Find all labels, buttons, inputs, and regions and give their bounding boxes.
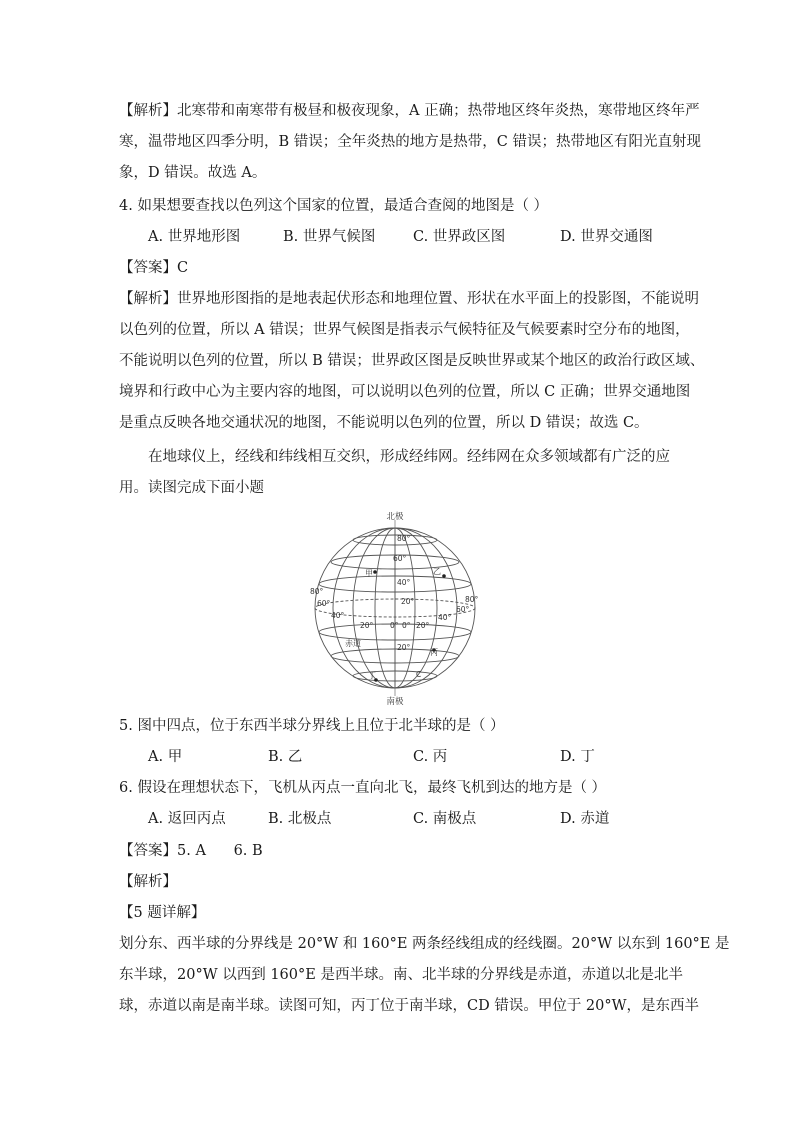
q4-option-c: C. 世界政区图 xyxy=(413,229,506,245)
q4-option-a: A. 世界地形图 xyxy=(148,229,241,245)
q4-analysis-line-2: 以色列的位置，所以 A 错误；世界气候图是指表示气候特征及气候要素时空分布的地图， xyxy=(119,322,690,338)
q4-analysis-line-4: 境界和行政中心为主要内容的地图，可以说明以色列的位置，所以 C 正确；世界交通地图 xyxy=(119,384,691,400)
q5-detail-line-2: 东半球，20°W 以西到 160°E 是西半球。南、北半球的分界线是赤道，赤道以北是北半 xyxy=(119,967,683,983)
point-bing-label: 丙 xyxy=(430,648,438,657)
q4-option-b: B. 世界气候图 xyxy=(283,229,376,245)
lon-20e-label: 20° xyxy=(416,621,430,630)
lat-20-bottom: 20° xyxy=(397,643,411,652)
lat-0: 0° xyxy=(402,621,411,630)
right-60-label: 60° xyxy=(456,605,470,614)
equator-label: 赤道 xyxy=(345,639,361,648)
q5-detail-line-3: 球，赤道以南是南半球。读图可知，丙丁位于南半球，CD 错误。甲位于 20°W，是东西半 xyxy=(119,998,700,1014)
point-c-label: C xyxy=(416,670,422,679)
q5-detail-line-1: 划分东、西半球的分界线是 20°W 和 160°E 两条经线组成的经线圈。20°W 以东到 160°E 是 xyxy=(119,936,730,952)
right-80-label: 80° xyxy=(465,595,479,604)
south-pole-label: 南极 xyxy=(386,697,404,705)
north-pole-label: 北极 xyxy=(386,512,404,522)
q3-analysis-line-3: 象，D 错误。故选 A。 xyxy=(119,165,267,181)
left-80-label: 80° xyxy=(310,587,324,596)
q4-analysis-line-3: 不能说明以色列的位置，所以 B 错误；世界政区图是反映世界或某个地区的政治行政区域、 xyxy=(119,353,705,369)
globe-figure xyxy=(305,510,485,705)
q5-stem: 5. 图中四点，位于东西半球分界线上且位于北半球的是（ ） xyxy=(119,718,505,734)
q4-analysis-line-5: 是重点反映各地交通状况的地图，不能说明以色列的位置，所以 D 错误；故选 C。 xyxy=(119,415,649,431)
right-40-label: 40° xyxy=(438,613,452,622)
q6-option-b: B. 北极点 xyxy=(268,811,332,827)
q5-option-b: B. 乙 xyxy=(268,749,303,765)
q5-option-c: C. 丙 xyxy=(413,749,448,765)
q6-stem: 6. 假设在理想状态下，飞机从丙点一直向北飞，最终飞机到达的地方是（ ） xyxy=(119,780,607,796)
q4-answer: 【答案】C xyxy=(119,260,189,276)
point-yi-label: 乙 xyxy=(433,567,441,576)
q4-option-d: D. 世界交通图 xyxy=(560,229,653,245)
q5-option-a: A. 甲 xyxy=(148,749,183,765)
analysis-label: 【解析】 xyxy=(119,874,177,890)
intro-line-2: 用。读图完成下面小题 xyxy=(119,480,264,496)
lat-20-top: 20° xyxy=(401,597,415,606)
q4-stem: 4. 如果想要查找以色列这个国家的位置，最适合查阅的地图是（ ） xyxy=(119,198,549,214)
lon-0-label: 0° xyxy=(390,621,399,630)
lon-20w-label: 20° xyxy=(360,621,374,630)
q6-option-c: C. 南极点 xyxy=(413,811,477,827)
lat-80-top: 80° xyxy=(397,534,411,543)
left-60-label: 60° xyxy=(317,599,331,608)
lat-60-top: 60° xyxy=(393,554,407,563)
q3-analysis-line-2: 寒，温带地区四季分明，B 错误；全年炎热的地方是热带，C 错误；热带地区有阳光直射现 xyxy=(119,134,701,150)
lat-40-top: 40° xyxy=(397,578,411,587)
answers-5-6: 【答案】5. A 6. B xyxy=(119,843,263,859)
q5-option-d: D. 丁 xyxy=(560,749,595,765)
point-ding-label: 丁 xyxy=(368,671,376,680)
q3-analysis-line-1: 【解析】北寒带和南寒带有极昼和极夜现象，A 正确；热带地区终年炎热，寒带地区终年严 xyxy=(119,103,700,119)
intro-line-1: 在地球仪上，经线和纬线相互交织，形成经纬网。经纬网在众多领域都有广泛的应 xyxy=(148,449,670,465)
q6-option-a: A. 返回丙点 xyxy=(148,811,226,827)
left-40-label: 40° xyxy=(331,611,345,620)
q4-analysis-line-1: 【解析】世界地形图指的是地表起伏形态和地理位置、形状在水平面上的投影图，不能说明 xyxy=(119,291,699,307)
q5-detail-title: 【5 题详解】 xyxy=(119,905,206,921)
q6-option-d: D. 赤道 xyxy=(560,811,610,827)
point-jia-label: 甲 xyxy=(365,569,373,578)
